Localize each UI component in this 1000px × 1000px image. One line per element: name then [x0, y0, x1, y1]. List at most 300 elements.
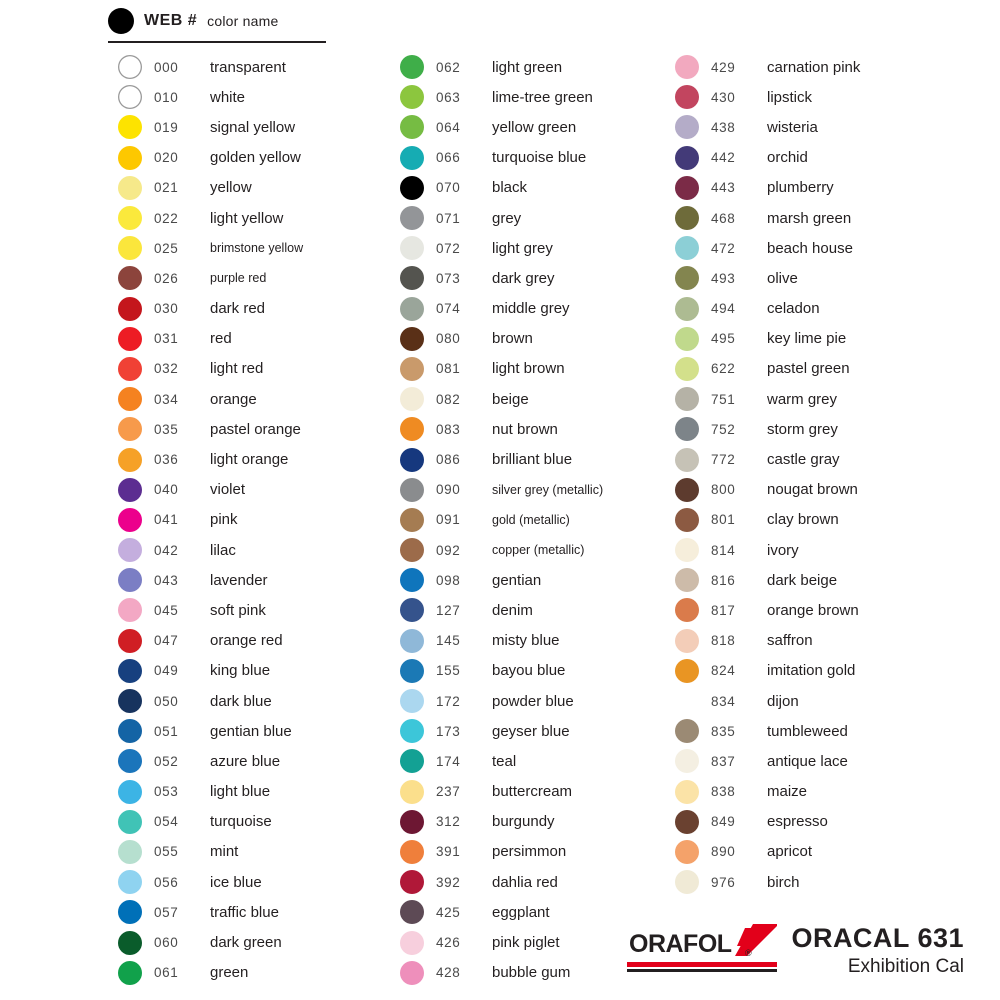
color-code: 072 — [436, 240, 461, 256]
color-row — [118, 384, 303, 414]
color-swatch-icon — [118, 931, 142, 955]
color-row — [118, 656, 303, 686]
color-name: saffron — [767, 632, 813, 650]
color-name: turquoise blue — [492, 149, 587, 167]
color-name: mint — [210, 843, 239, 861]
color-row — [118, 52, 303, 82]
color-row — [118, 324, 303, 354]
color-code: 030 — [154, 301, 179, 317]
color-name: apricot — [767, 843, 813, 861]
color-name: soft pink — [210, 601, 266, 619]
color-name: pastel green — [767, 360, 850, 378]
color-row — [118, 444, 303, 474]
color-row — [400, 565, 603, 595]
color-swatch-icon — [400, 146, 424, 170]
color-name: pink piglet — [492, 934, 560, 952]
color-code: 057 — [154, 904, 179, 920]
color-swatch-icon — [675, 478, 699, 502]
color-code: 442 — [711, 150, 736, 166]
color-code: 391 — [436, 844, 461, 860]
color-row — [118, 173, 303, 203]
color-swatch-icon — [118, 749, 142, 773]
color-row — [400, 746, 603, 776]
color-name: king blue — [210, 662, 271, 680]
color-swatch-icon — [675, 297, 699, 321]
color-row — [675, 173, 860, 203]
color-code: 127 — [436, 602, 461, 618]
color-name: transparent — [210, 58, 286, 76]
color-name: beige — [492, 390, 529, 408]
color-name: pink — [210, 511, 238, 529]
color-name: copper (metallic) — [492, 543, 585, 558]
color-swatch-icon — [118, 266, 142, 290]
color-code: 036 — [154, 452, 179, 468]
color-row — [400, 52, 603, 82]
color-row — [118, 565, 303, 595]
color-code: 051 — [154, 723, 179, 739]
color-row — [118, 294, 303, 324]
color-name: black — [492, 179, 528, 197]
color-name: lavender — [210, 571, 268, 589]
color-code: 082 — [436, 391, 461, 407]
color-code: 098 — [436, 572, 461, 588]
color-name: gentian blue — [210, 722, 292, 740]
color-swatch-icon — [675, 115, 699, 139]
color-swatch-icon — [118, 297, 142, 321]
color-swatch-icon — [118, 840, 142, 864]
color-code: 000 — [154, 59, 179, 75]
color-row — [400, 686, 603, 716]
color-row — [675, 777, 860, 807]
color-name: middle grey — [492, 300, 570, 318]
color-row — [675, 112, 860, 142]
color-name: golden yellow — [210, 149, 301, 167]
color-row — [675, 233, 860, 263]
color-code: 047 — [154, 633, 179, 649]
color-swatch-icon — [675, 840, 699, 864]
color-name: dijon — [767, 692, 799, 710]
color-code: 063 — [436, 89, 461, 105]
color-swatch-icon — [118, 176, 142, 200]
color-name: silver grey (metallic) — [492, 482, 604, 497]
color-row — [400, 82, 603, 112]
color-swatch-icon — [675, 448, 699, 472]
color-swatch-icon — [675, 266, 699, 290]
color-code: 073 — [436, 270, 461, 286]
color-swatch-icon — [675, 206, 699, 230]
color-row — [400, 535, 603, 565]
color-row — [675, 52, 860, 82]
color-code: 050 — [154, 693, 179, 709]
color-swatch-icon — [675, 417, 699, 441]
color-swatch-icon — [675, 870, 699, 894]
color-swatch-icon — [400, 840, 424, 864]
color-code: 060 — [154, 935, 179, 951]
color-row — [400, 294, 603, 324]
color-code: 818 — [711, 633, 736, 649]
color-row — [400, 958, 603, 988]
color-swatch-icon — [400, 357, 424, 381]
color-swatch-icon — [675, 629, 699, 653]
color-row — [675, 324, 860, 354]
color-row — [400, 595, 603, 625]
color-row — [400, 354, 603, 384]
color-name: castle gray — [767, 451, 840, 469]
color-row — [675, 82, 860, 112]
color-code: 824 — [711, 663, 736, 679]
color-row — [675, 384, 860, 414]
legend-name-label: color name — [207, 13, 279, 29]
color-name: espresso — [767, 813, 828, 831]
color-code: 031 — [154, 331, 179, 347]
color-swatch-icon — [400, 236, 424, 260]
color-name: light red — [210, 360, 264, 378]
color-code: 055 — [154, 844, 179, 860]
color-name: persimmon — [492, 843, 567, 861]
color-row — [400, 475, 603, 505]
color-name: marsh green — [767, 209, 852, 227]
color-swatch-icon — [675, 538, 699, 562]
color-swatch-icon — [118, 236, 142, 260]
color-swatch-icon — [675, 780, 699, 804]
color-swatch-icon — [675, 508, 699, 532]
color-row — [400, 897, 603, 927]
color-code: 090 — [436, 482, 461, 498]
color-swatch-icon — [400, 387, 424, 411]
color-code: 080 — [436, 331, 461, 347]
color-name: light blue — [210, 783, 271, 801]
color-name: powder blue — [492, 692, 574, 710]
color-name: storm grey — [767, 420, 838, 438]
color-row — [400, 807, 603, 837]
color-row — [400, 112, 603, 142]
color-row — [118, 203, 303, 233]
color-name: buttercream — [492, 783, 573, 801]
color-code: 020 — [154, 150, 179, 166]
color-row — [118, 112, 303, 142]
color-swatch-icon — [118, 810, 142, 834]
color-code: 019 — [154, 119, 179, 135]
color-row — [400, 203, 603, 233]
color-code: 071 — [436, 210, 461, 226]
color-name: ice blue — [210, 873, 262, 891]
color-name: grey — [492, 209, 522, 227]
color-code: 173 — [436, 723, 461, 739]
color-code: 070 — [436, 180, 461, 196]
color-row — [400, 233, 603, 263]
color-name: plumberry — [767, 179, 834, 197]
color-code: 054 — [154, 814, 179, 830]
color-swatch-icon — [118, 689, 142, 713]
color-name: lime-tree green — [492, 88, 593, 106]
color-row — [400, 384, 603, 414]
svg-text:ORAFOL: ORAFOL — [629, 930, 732, 958]
color-code: 752 — [711, 421, 736, 437]
color-name: lilac — [210, 541, 236, 559]
color-code: 849 — [711, 814, 736, 830]
color-swatch-icon — [118, 85, 142, 109]
color-row — [118, 143, 303, 173]
color-swatch-icon — [118, 206, 142, 230]
color-swatch-icon — [118, 538, 142, 562]
color-code: 092 — [436, 542, 461, 558]
color-row — [400, 777, 603, 807]
color-name: ivory — [767, 541, 799, 559]
color-name: lipstick — [767, 88, 813, 106]
color-swatch-icon — [675, 598, 699, 622]
color-row — [400, 173, 603, 203]
color-code: 237 — [436, 784, 461, 800]
brand-text — [791, 923, 964, 978]
color-name: traffic blue — [210, 903, 279, 921]
color-code: 083 — [436, 421, 461, 437]
color-swatch-icon — [118, 508, 142, 532]
color-code: 890 — [711, 844, 736, 860]
color-name: azure blue — [210, 752, 281, 770]
color-code: 468 — [711, 210, 736, 226]
color-swatch-icon — [118, 870, 142, 894]
color-name: yellow — [210, 179, 252, 197]
color-swatch-icon — [400, 689, 424, 713]
color-name: orange — [210, 390, 257, 408]
color-swatch-icon — [400, 55, 424, 79]
color-name: dark green — [210, 934, 282, 952]
color-swatch-icon — [675, 719, 699, 743]
color-name: geyser blue — [492, 722, 570, 740]
color-code: 800 — [711, 482, 736, 498]
color-code: 064 — [436, 119, 461, 135]
color-name: burgundy — [492, 813, 555, 831]
color-code: 622 — [711, 361, 736, 377]
color-code: 074 — [436, 301, 461, 317]
color-row — [118, 475, 303, 505]
color-column-2 — [400, 52, 603, 988]
color-code: 443 — [711, 180, 736, 196]
color-swatch-icon — [118, 448, 142, 472]
color-row — [400, 444, 603, 474]
color-name: dark beige — [767, 571, 838, 589]
color-swatch-icon — [118, 629, 142, 653]
color-name: teal — [492, 752, 517, 770]
color-swatch-icon — [675, 55, 699, 79]
color-row — [675, 626, 860, 656]
color-row — [400, 867, 603, 897]
color-swatch-icon — [675, 327, 699, 351]
color-swatch-icon — [118, 115, 142, 139]
color-swatch-icon — [118, 598, 142, 622]
color-code: 026 — [154, 270, 179, 286]
color-swatch-icon — [118, 900, 142, 924]
color-swatch-icon — [675, 85, 699, 109]
color-swatch-icon — [118, 568, 142, 592]
color-row — [675, 263, 860, 293]
color-code: 022 — [154, 210, 179, 226]
color-name: brimstone yellow — [210, 241, 304, 256]
color-code: 426 — [436, 935, 461, 951]
color-row — [675, 203, 860, 233]
color-row — [118, 867, 303, 897]
color-swatch-icon — [118, 780, 142, 804]
color-swatch-icon — [400, 629, 424, 653]
color-swatch-icon — [118, 417, 142, 441]
color-row — [118, 535, 303, 565]
filled-circle-icon — [108, 8, 134, 34]
color-code: 834 — [711, 693, 736, 709]
color-swatch-icon — [675, 689, 699, 713]
color-name: white — [210, 88, 246, 106]
color-name: light green — [492, 58, 563, 76]
color-row — [675, 807, 860, 837]
color-code: 392 — [436, 874, 461, 890]
color-name: carnation pink — [767, 58, 861, 76]
legend-header — [108, 8, 326, 43]
color-row — [400, 263, 603, 293]
color-code: 493 — [711, 270, 736, 286]
color-row — [118, 958, 303, 988]
color-swatch-icon — [118, 961, 142, 985]
color-row — [675, 444, 860, 474]
color-row — [400, 505, 603, 535]
color-row — [675, 535, 860, 565]
color-row — [118, 746, 303, 776]
color-swatch-icon — [400, 931, 424, 955]
color-name: orchid — [767, 149, 808, 167]
color-name: antique lace — [767, 752, 848, 770]
color-code: 049 — [154, 663, 179, 679]
color-name: clay brown — [767, 511, 839, 529]
svg-text:®: ® — [745, 948, 753, 958]
color-row — [118, 263, 303, 293]
color-swatch-icon — [400, 115, 424, 139]
color-name: denim — [492, 601, 533, 619]
color-row — [118, 716, 303, 746]
color-row — [675, 716, 860, 746]
color-name: gold (metallic) — [492, 512, 570, 527]
color-row — [675, 294, 860, 324]
color-column-3 — [675, 52, 860, 897]
color-name: red — [210, 330, 232, 348]
color-code: 025 — [154, 240, 179, 256]
color-row — [675, 414, 860, 444]
color-code: 091 — [436, 512, 461, 528]
color-row — [675, 143, 860, 173]
color-swatch-icon — [675, 749, 699, 773]
color-name: gentian — [492, 571, 542, 589]
color-row — [118, 777, 303, 807]
color-code: 040 — [154, 482, 179, 498]
color-code: 043 — [154, 572, 179, 588]
color-code: 430 — [711, 89, 736, 105]
color-row — [118, 233, 303, 263]
color-code: 472 — [711, 240, 736, 256]
color-code: 751 — [711, 391, 736, 407]
color-row — [675, 354, 860, 384]
color-name: turquoise — [210, 813, 272, 831]
color-code: 155 — [436, 663, 461, 679]
color-swatch-icon — [675, 236, 699, 260]
color-row — [118, 686, 303, 716]
color-row — [675, 656, 860, 686]
color-name: signal yellow — [210, 118, 296, 136]
color-code: 041 — [154, 512, 179, 528]
color-swatch-icon — [400, 870, 424, 894]
color-name: light yellow — [210, 209, 284, 227]
color-swatch-icon — [675, 659, 699, 683]
color-code: 816 — [711, 572, 736, 588]
color-code: 145 — [436, 633, 461, 649]
color-code: 032 — [154, 361, 179, 377]
color-row — [400, 626, 603, 656]
color-name: bayou blue — [492, 662, 566, 680]
color-row — [675, 837, 860, 867]
color-code: 837 — [711, 753, 736, 769]
color-code: 312 — [436, 814, 461, 830]
color-swatch-icon — [400, 417, 424, 441]
color-row — [675, 565, 860, 595]
color-row — [400, 656, 603, 686]
color-code: 428 — [436, 965, 461, 981]
color-code: 817 — [711, 602, 736, 618]
color-code: 429 — [711, 59, 736, 75]
color-row — [675, 505, 860, 535]
color-code: 081 — [436, 361, 461, 377]
color-code: 425 — [436, 904, 461, 920]
color-swatch-icon — [118, 478, 142, 502]
color-swatch-icon — [400, 478, 424, 502]
color-code: 042 — [154, 542, 179, 558]
color-swatch-icon — [400, 900, 424, 924]
color-code: 034 — [154, 391, 179, 407]
product-title: ORACAL 631 — [791, 922, 964, 953]
color-row — [400, 324, 603, 354]
color-row — [118, 595, 303, 625]
color-name: nougat brown — [767, 481, 858, 499]
color-code: 174 — [436, 753, 461, 769]
color-name: tumbleweed — [767, 722, 848, 740]
color-name: warm grey — [767, 390, 838, 408]
color-name: pastel orange — [210, 420, 301, 438]
color-name: beach house — [767, 239, 853, 257]
color-row — [675, 867, 860, 897]
color-name: dahlia red — [492, 873, 558, 891]
color-row — [675, 475, 860, 505]
color-code: 062 — [436, 59, 461, 75]
color-name: dark blue — [210, 692, 272, 710]
color-name: brilliant blue — [492, 451, 573, 469]
color-name: brown — [492, 330, 533, 348]
color-row — [118, 626, 303, 656]
color-row — [118, 354, 303, 384]
color-swatch-icon — [675, 387, 699, 411]
color-row — [675, 746, 860, 776]
color-swatch-icon — [675, 357, 699, 381]
color-swatch-icon — [400, 297, 424, 321]
color-code: 835 — [711, 723, 736, 739]
color-row — [118, 897, 303, 927]
orafol-logo — [627, 922, 777, 978]
color-swatch-icon — [400, 206, 424, 230]
color-row — [118, 414, 303, 444]
color-row — [118, 807, 303, 837]
color-code: 045 — [154, 602, 179, 618]
color-swatch-icon — [400, 448, 424, 472]
color-name: dark red — [210, 300, 266, 318]
color-swatch-icon — [118, 719, 142, 743]
color-code: 172 — [436, 693, 461, 709]
color-row — [400, 414, 603, 444]
color-name: misty blue — [492, 632, 560, 650]
color-swatch-icon — [400, 176, 424, 200]
